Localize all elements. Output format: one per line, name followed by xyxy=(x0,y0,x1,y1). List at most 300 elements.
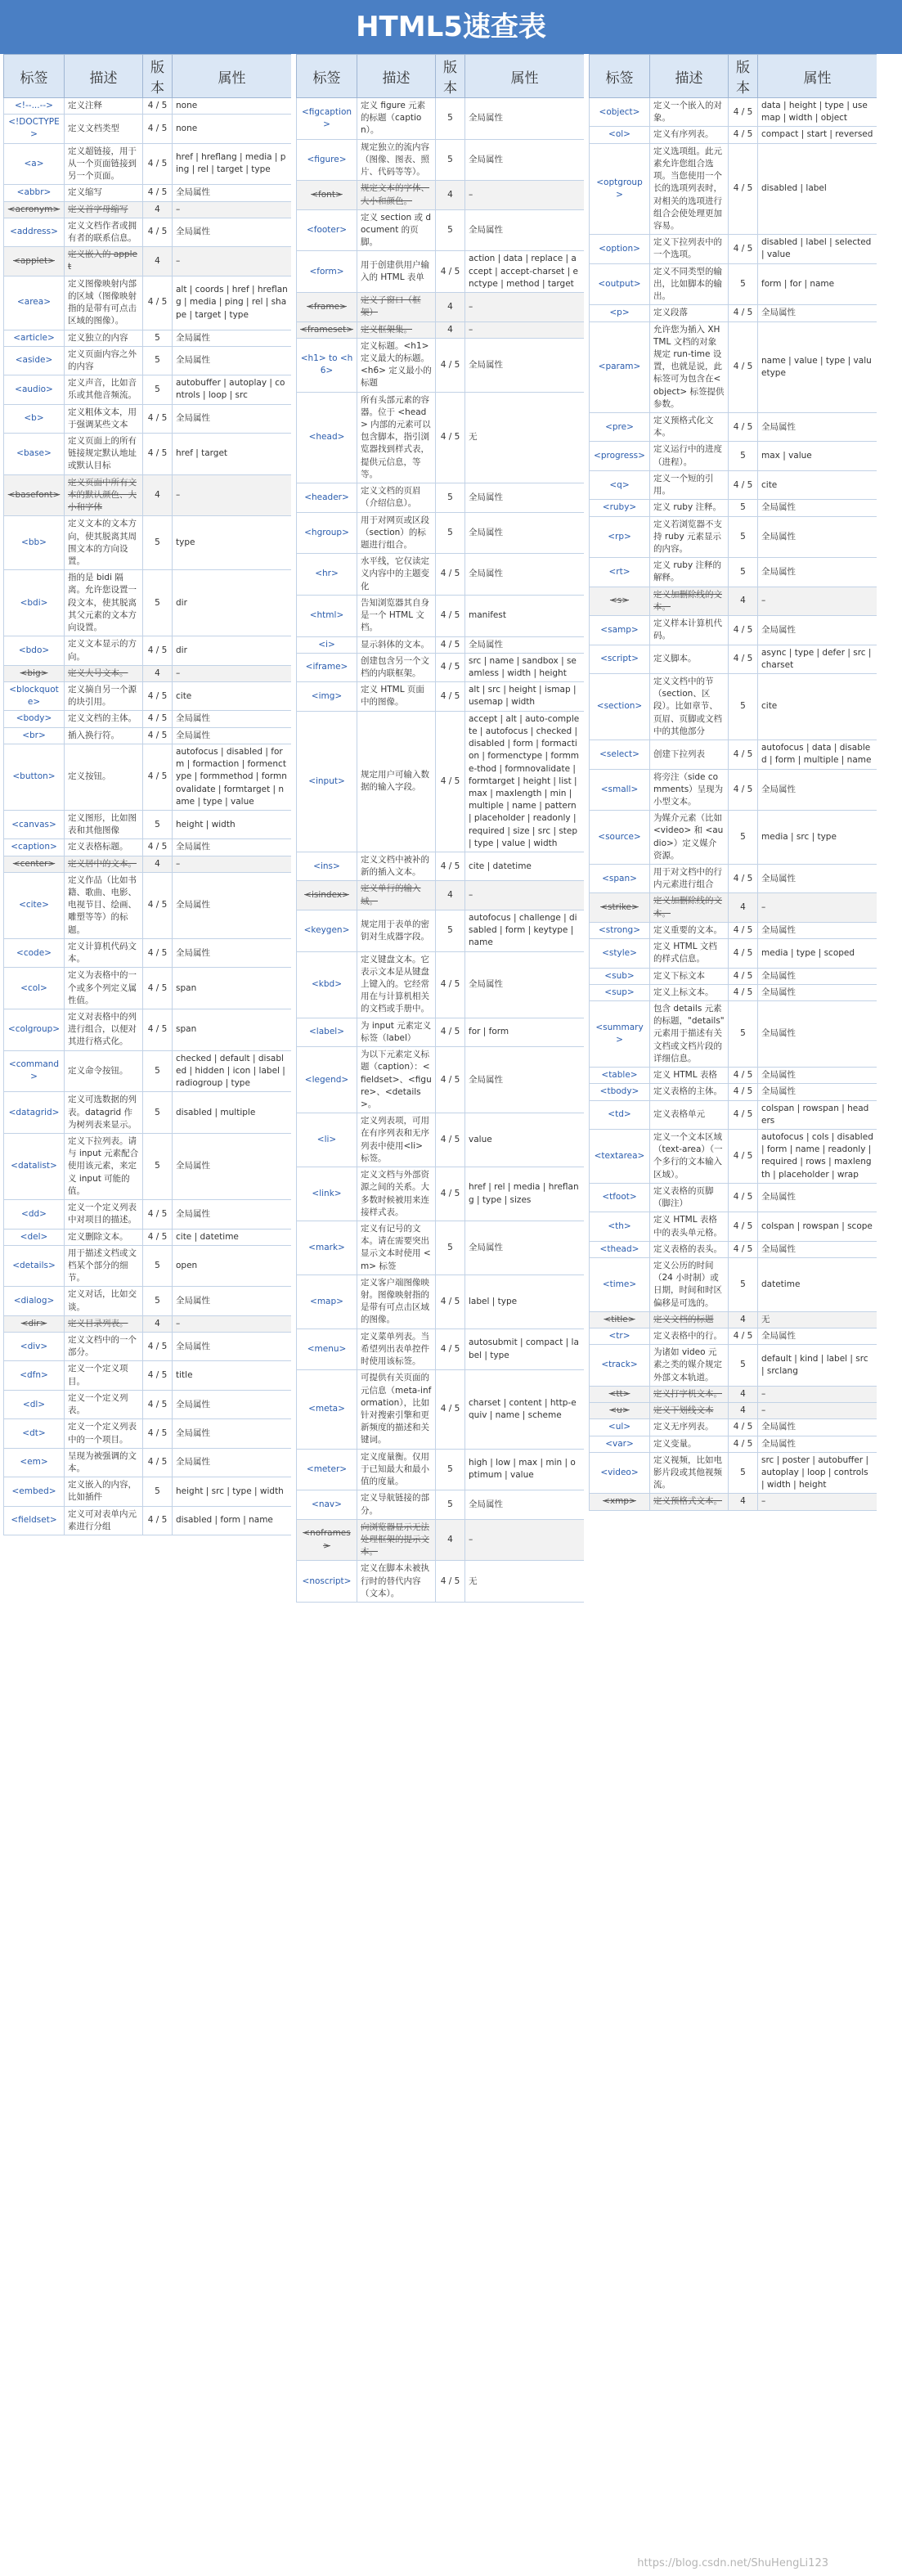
tag-cell: <nav> xyxy=(297,1490,357,1519)
description-cell: 为以下元素定义标题（caption）：<fieldset>、<figure>、<details>。 xyxy=(357,1047,436,1113)
table-row xyxy=(4,968,292,1009)
version-cell: 4 / 5 xyxy=(729,645,758,673)
attributes-cell: media | src | type xyxy=(758,811,877,865)
version-cell: 5 xyxy=(436,1449,465,1490)
attributes-cell: – xyxy=(173,247,292,276)
header-tag: 标签 xyxy=(4,55,65,98)
description-cell: 定义 HTML 文档的样式信息。 xyxy=(650,939,729,968)
attributes-cell: default | kind | label | src | srclang xyxy=(758,1345,877,1387)
header-tag: 标签 xyxy=(297,55,357,98)
attributes-cell: – xyxy=(758,1494,877,1510)
tag-cell: <textarea> xyxy=(590,1129,650,1183)
table-row xyxy=(4,201,292,218)
version-cell: 4 / 5 xyxy=(143,636,173,665)
attributes-cell: – xyxy=(758,1386,877,1402)
description-cell: 定义一个定义列表中的一个项目。 xyxy=(65,1419,143,1448)
version-cell: 4 / 5 xyxy=(436,636,465,653)
table-row xyxy=(4,143,292,185)
tag-cell: <center> xyxy=(4,856,65,872)
table-row xyxy=(4,516,292,570)
version-cell: 4 / 5 xyxy=(729,1068,758,1084)
tag-cell: <del> xyxy=(4,1229,65,1245)
table-row xyxy=(590,1100,877,1129)
attributes-cell: 全局属性 xyxy=(465,1221,585,1275)
table-row xyxy=(297,1490,585,1519)
tag-cell: <em> xyxy=(4,1448,65,1477)
tag-cell: <ruby> xyxy=(590,500,650,516)
table-row xyxy=(297,1047,585,1113)
attributes-cell: label | type xyxy=(465,1275,585,1328)
attributes-cell: src | name | sandbox | seamless | width | height xyxy=(465,653,585,681)
tag-cell: <hgroup> xyxy=(297,512,357,554)
description-cell: 定义打字机文本。 xyxy=(650,1386,729,1402)
description-cell: 用于创建供用户输入的 HTML 表单 xyxy=(357,251,436,293)
description-cell: 定义缩写 xyxy=(65,185,143,201)
description-cell: 允许您为插入 XHTML 文档的对象规定 run-time 设置，也就是说，此标签可为包含在<object> 标签提供参数。 xyxy=(650,321,729,413)
description-cell: 定义脚本。 xyxy=(650,645,729,673)
attributes-cell: span xyxy=(173,1009,292,1051)
attributes-cell: value xyxy=(465,1113,585,1167)
description-cell: 定义一个定义列表中对项目的描述。 xyxy=(65,1200,143,1229)
version-cell: 4 / 5 xyxy=(729,740,758,769)
version-cell: 4 xyxy=(436,321,465,338)
description-cell: 规定用户可输入数据的输入字段。 xyxy=(357,711,436,852)
description-cell: 定义一个定义列表。 xyxy=(65,1390,143,1418)
attributes-cell: autofocus | disabled | form | formaction | formenctype | formmethod | formnovalidate | formtarget | name | type | value xyxy=(173,744,292,810)
version-cell: 5 xyxy=(143,1050,173,1092)
tag-cell: <strong> xyxy=(590,922,650,938)
tag-cell: <noscript> xyxy=(297,1561,357,1603)
table-row xyxy=(4,1287,292,1315)
version-cell: 5 xyxy=(729,516,758,558)
attributes-cell: 全局属性 xyxy=(758,1436,877,1452)
attributes-cell: 全局属性 xyxy=(173,1333,292,1361)
description-cell: 定义超链接，用于从一个页面链接到另一个页面。 xyxy=(65,143,143,185)
version-cell: 4 / 5 xyxy=(436,852,465,881)
version-cell: 4 / 5 xyxy=(143,1361,173,1390)
description-cell: 定义可对表单内元素进行分组 xyxy=(65,1506,143,1535)
page-title: HTML5速查表 xyxy=(0,0,902,54)
attributes-cell: disabled | label xyxy=(758,143,877,235)
attributes-cell: alt | coords | href | hreflang | media | ping | rel | shape | target | type xyxy=(173,276,292,330)
version-cell: 4 / 5 xyxy=(143,839,173,856)
attributes-cell: disabled | multiple xyxy=(173,1092,292,1134)
table-row xyxy=(297,209,585,251)
version-cell: 4 xyxy=(143,201,173,218)
attributes-cell: action | data | replace | accept | accept-charset | enctype | method | target xyxy=(465,251,585,293)
tag-cell: <style> xyxy=(590,939,650,968)
description-cell: 插入换行符。 xyxy=(65,727,143,744)
table-row xyxy=(590,1452,877,1494)
description-cell: 定义一个短的引用。 xyxy=(650,470,729,499)
tag-cell: <article> xyxy=(4,330,65,346)
table-row xyxy=(4,636,292,665)
attributes-cell: 全局属性 xyxy=(173,330,292,346)
attributes-cell: media | type | scoped xyxy=(758,939,877,968)
tag-cell: <canvas> xyxy=(4,810,65,838)
attributes-cell: 全局属性 xyxy=(173,218,292,246)
tag-cell: <applet> xyxy=(4,247,65,276)
tag-cell: <dfn> xyxy=(4,1361,65,1390)
tag-cell: <bdi> xyxy=(4,570,65,636)
tag-cell: <section> xyxy=(590,673,650,740)
attributes-cell: 全局属性 xyxy=(173,839,292,856)
tag-cell: <tfoot> xyxy=(590,1183,650,1212)
table-row xyxy=(4,1245,292,1287)
description-cell: 定义大号文本。 xyxy=(65,665,143,681)
table-row xyxy=(297,483,585,512)
tag-cell: <li> xyxy=(297,1113,357,1167)
description-cell: 用于对网页或区段（section）的标题进行组合。 xyxy=(357,512,436,554)
tag-cell: <optgroup> xyxy=(590,143,650,235)
description-cell: 定义表格中的行。 xyxy=(650,1328,729,1345)
attributes-cell: href | target xyxy=(173,434,292,475)
version-cell: 4 / 5 xyxy=(729,984,758,1000)
version-cell: 4 xyxy=(143,1315,173,1332)
table-row xyxy=(590,922,877,938)
version-cell: 4 / 5 xyxy=(729,922,758,938)
table-row xyxy=(297,881,585,910)
description-cell: 定义视频，比如电影片段或其他视频流。 xyxy=(650,1452,729,1494)
description-cell: 规定文本的字体、大小和颜色。 xyxy=(357,181,436,209)
tag-cell: <rt> xyxy=(590,558,650,587)
description-cell: 定义 HTML 页面中的图像。 xyxy=(357,682,436,711)
tag-cell: <samp> xyxy=(590,616,650,645)
description-cell: 定义变量。 xyxy=(650,1436,729,1452)
attributes-cell: dir xyxy=(173,636,292,665)
tag-cell: <sup> xyxy=(590,984,650,1000)
attributes-cell: 全局属性 xyxy=(758,1068,877,1084)
table-row xyxy=(590,1257,877,1311)
description-cell: 将旁注（side comments）呈现为小型文本。 xyxy=(650,769,729,811)
tag-cell: <datalist> xyxy=(4,1133,65,1199)
tag-cell: <audio> xyxy=(4,375,65,404)
tag-cell: <dir> xyxy=(4,1315,65,1332)
attributes-cell: – xyxy=(173,665,292,681)
version-cell: 4 / 5 xyxy=(729,305,758,321)
version-cell: 4 / 5 xyxy=(143,276,173,330)
tag-cell: <bb> xyxy=(4,516,65,570)
version-cell: 4 / 5 xyxy=(729,1129,758,1183)
attributes-cell: – xyxy=(465,293,585,321)
table-row xyxy=(297,711,585,852)
table-row xyxy=(4,1050,292,1092)
attributes-cell: 全局属性 xyxy=(758,616,877,645)
attributes-cell: type xyxy=(173,516,292,570)
description-cell: 定义导航链接的部分。 xyxy=(357,1490,436,1519)
description-cell: 定义 ruby 注释。 xyxy=(650,500,729,516)
version-cell: 4 / 5 xyxy=(729,470,758,499)
version-cell: 4 / 5 xyxy=(436,1370,465,1449)
tag-cell: <fieldset> xyxy=(4,1506,65,1535)
attributes-cell: – xyxy=(465,1519,585,1561)
table-row xyxy=(297,1221,585,1275)
attributes-cell: height | width xyxy=(173,810,292,838)
table-row xyxy=(590,1419,877,1436)
tag-cell: <thead> xyxy=(590,1241,650,1257)
version-cell: 5 xyxy=(143,375,173,404)
tag-cell: <output> xyxy=(590,263,650,305)
table-row xyxy=(297,1370,585,1449)
version-cell: 4 / 5 xyxy=(143,218,173,246)
description-cell: 定义一个嵌入的对象。 xyxy=(650,98,729,127)
table-row xyxy=(590,769,877,811)
description-cell: 定义框架集。 xyxy=(357,321,436,338)
tag-cell: <font> xyxy=(297,181,357,209)
attributes-cell: 全局属性 xyxy=(758,1183,877,1212)
version-cell: 4 / 5 xyxy=(436,1561,465,1603)
table-row xyxy=(297,1449,585,1490)
table-row xyxy=(297,951,585,1018)
tag-cell: <dialog> xyxy=(4,1287,65,1315)
watermark: https://blog.csdn.net/ShuHengLi123 xyxy=(637,2557,828,2569)
attributes-cell: accept | alt | auto-complete | autofocus | checked | disabled | form | formaction | formenctype | formme-thod | formnovalidate | formtarget | height | list | max | maxlength | min | multiple | name | pattern | placeholder | readonly | required | size | src | step | type | value | width xyxy=(465,711,585,852)
table-row xyxy=(590,1328,877,1345)
table-row xyxy=(297,595,585,636)
tag-cell: <video> xyxy=(590,1452,650,1494)
version-cell: 4 / 5 xyxy=(143,1009,173,1051)
tag-cell: <cite> xyxy=(4,872,65,938)
attributes-cell: 全局属性 xyxy=(465,512,585,554)
tag-cell: <option> xyxy=(590,235,650,263)
attributes-cell: 全局属性 xyxy=(465,483,585,512)
table-row xyxy=(590,127,877,143)
tag-cell: <button> xyxy=(4,744,65,810)
version-cell: 4 / 5 xyxy=(436,1275,465,1328)
tag-cell: <acronym> xyxy=(4,201,65,218)
table-row xyxy=(590,865,877,893)
version-cell: 5 xyxy=(729,673,758,740)
tag-cell: <isindex> xyxy=(297,881,357,910)
tag-cell: <progress> xyxy=(590,442,650,470)
table-row xyxy=(590,143,877,235)
table-row xyxy=(590,616,877,645)
version-cell: 4 / 5 xyxy=(436,951,465,1018)
table-row xyxy=(297,338,585,392)
description-cell: 定义文档类型 xyxy=(65,115,143,143)
tag-table xyxy=(296,54,584,1603)
attributes-cell: data | height | type | usemap | width | object xyxy=(758,98,877,127)
tag-cell: <meta> xyxy=(297,1370,357,1449)
table-row xyxy=(4,711,292,727)
table-row xyxy=(590,1212,877,1241)
attributes-cell: 全局属性 xyxy=(758,922,877,938)
table-row xyxy=(297,1018,585,1046)
tag-cell: <tbody> xyxy=(590,1084,650,1100)
version-cell: 4 / 5 xyxy=(436,682,465,711)
tag-cell: <footer> xyxy=(297,209,357,251)
tag-cell: <script> xyxy=(590,645,650,673)
attributes-cell: height | src | type | width xyxy=(173,1477,292,1506)
description-cell: 定义文档中被补的新的插入文本。 xyxy=(357,852,436,881)
table-row xyxy=(4,1506,292,1535)
description-cell: 定义为表格中的一个或多个列定义属性值。 xyxy=(65,968,143,1009)
description-cell: 定义粗体文本，用于强调某些文本 xyxy=(65,404,143,433)
tag-cell: <tr> xyxy=(590,1328,650,1345)
tag-cell: <frame> xyxy=(297,293,357,321)
description-cell: 定义文档中的一个部分。 xyxy=(65,1333,143,1361)
table-row xyxy=(297,139,585,181)
attributes-cell: – xyxy=(173,856,292,872)
version-cell: 4 / 5 xyxy=(143,1333,173,1361)
table-row xyxy=(590,263,877,305)
header-description: 描述 xyxy=(65,55,143,98)
attributes-cell: none xyxy=(173,115,292,143)
table-header-row xyxy=(297,55,585,98)
attributes-cell: cite xyxy=(173,681,292,710)
version-cell: 5 xyxy=(143,516,173,570)
version-cell: 4 / 5 xyxy=(143,143,173,185)
description-cell: 定义度量衡。仅用于已知最大和最小值的度量。 xyxy=(357,1449,436,1490)
table-row xyxy=(4,727,292,744)
attributes-cell: 全局属性 xyxy=(465,1490,585,1519)
version-cell: 5 xyxy=(436,98,465,140)
tag-table xyxy=(589,54,877,1511)
description-cell: 定义计算机代码文本。 xyxy=(65,938,143,967)
version-cell: 4 xyxy=(729,1403,758,1419)
attributes-cell: 全局属性 xyxy=(173,1448,292,1477)
attributes-cell: 全局属性 xyxy=(758,769,877,811)
description-cell: 定义对表格中的列进行组合，以便对其进行格式化。 xyxy=(65,1009,143,1051)
attributes-cell: 全局属性 xyxy=(465,338,585,392)
table-row xyxy=(297,852,585,881)
table-row xyxy=(590,516,877,558)
attributes-cell: 全局属性 xyxy=(758,500,877,516)
description-cell: 定义菜单列表。当希望列出表单控件时使用该标签。 xyxy=(357,1328,436,1370)
description-cell: 定义加删除线的文本。 xyxy=(650,587,729,615)
description-cell: 可提供有关页面的元信息（meta-information），比如针对搜索引擎和更新频度的描述和关键词。 xyxy=(357,1370,436,1449)
table-row xyxy=(590,235,877,263)
description-cell: 定义文本的文本方向，使其脱离其周围文本的方向设置。 xyxy=(65,516,143,570)
description-cell: 呈现为被强调的文本。 xyxy=(65,1448,143,1477)
tag-cell: <meter> xyxy=(297,1449,357,1490)
attributes-cell: span xyxy=(173,968,292,1009)
version-cell: 4 / 5 xyxy=(143,727,173,744)
description-cell: 定义嵌入的内容，比如插件 xyxy=(65,1477,143,1506)
tag-cell: <span> xyxy=(590,865,650,893)
version-cell: 5 xyxy=(436,512,465,554)
tag-cell: <!--...--> xyxy=(4,98,65,115)
header-attributes: 属性 xyxy=(173,55,292,98)
tag-cell: <a> xyxy=(4,143,65,185)
attributes-cell: disabled | form | name xyxy=(173,1506,292,1535)
description-cell: 定义在脚本未被执行时的替代内容（文本）。 xyxy=(357,1561,436,1603)
version-cell: 5 xyxy=(436,139,465,181)
tag-cell: <dl> xyxy=(4,1390,65,1418)
header-version: 版本 xyxy=(143,55,173,98)
tag-cell: <ins> xyxy=(297,852,357,881)
description-cell: 水平线，它仅读定义内容中的主题变化 xyxy=(357,554,436,596)
description-cell: 定义有记号的文本。请在需要突出显示文本时使用 <m> 标签 xyxy=(357,1221,436,1275)
version-cell: 4 / 5 xyxy=(436,595,465,636)
description-cell: 用于对文档中的行内元素进行组合 xyxy=(650,865,729,893)
description-cell: 创建下拉列表 xyxy=(650,740,729,769)
version-cell: 4 / 5 xyxy=(143,434,173,475)
attributes-cell: 全局属性 xyxy=(465,139,585,181)
tag-cell: <abbr> xyxy=(4,185,65,201)
description-cell: 定义键盘文本。它表示文本是从键盘上键入的。它经常用在与计算机相关的文档或手册中。 xyxy=(357,951,436,1018)
tag-cell: <colgroup> xyxy=(4,1009,65,1051)
attributes-cell: form | for | name xyxy=(758,263,877,305)
description-cell: 定义重要的文本。 xyxy=(650,922,729,938)
version-cell: 4 / 5 xyxy=(143,1448,173,1477)
header-description: 描述 xyxy=(650,55,729,98)
description-cell: 定义公历的时间（24 小时制）或日期，时间和时区偏移是可选的。 xyxy=(650,1257,729,1311)
table-row xyxy=(4,474,292,516)
version-cell: 4 / 5 xyxy=(436,1328,465,1370)
description-cell: 规定用于表单的密钥对生成器字段。 xyxy=(357,910,436,951)
version-cell: 4 / 5 xyxy=(436,1167,465,1221)
table-row xyxy=(297,910,585,951)
table-row xyxy=(4,98,292,115)
attributes-cell: cite xyxy=(758,470,877,499)
tag-cell: <q> xyxy=(590,470,650,499)
description-cell: 定义下拉列表。请与 input 元素配合使用该元素，来定义 input 可能的值。 xyxy=(65,1133,143,1199)
table-row xyxy=(297,98,585,140)
attributes-cell: 全局属性 xyxy=(173,711,292,727)
table-row xyxy=(590,1129,877,1183)
description-cell: 定义标题。<h1> 定义最大的标题。<h6> 定义最小的标题 xyxy=(357,338,436,392)
version-cell: 5 xyxy=(729,1001,758,1068)
tag-cell: <param> xyxy=(590,321,650,413)
description-cell: 定义样本计算机代码。 xyxy=(650,616,729,645)
table-row xyxy=(4,185,292,201)
version-cell: 4 / 5 xyxy=(729,1084,758,1100)
version-cell: 4 / 5 xyxy=(729,865,758,893)
tag-cell: <menu> xyxy=(297,1328,357,1370)
version-cell: 4 / 5 xyxy=(143,404,173,433)
table-row xyxy=(297,1561,585,1603)
description-cell: 定义子窗口（框架） xyxy=(357,293,436,321)
attributes-cell: – xyxy=(173,1315,292,1332)
table-row xyxy=(590,1068,877,1084)
attributes-cell: 全局属性 xyxy=(173,938,292,967)
table-row xyxy=(4,1361,292,1390)
table-row xyxy=(297,293,585,321)
description-cell: 规定独立的流内容（图像、图表、照片、代码等等）。 xyxy=(357,139,436,181)
attributes-cell: manifest xyxy=(465,595,585,636)
tag-cell: <keygen> xyxy=(297,910,357,951)
attributes-cell: colspan | rowspan | scope xyxy=(758,1212,877,1241)
table-row xyxy=(4,218,292,246)
tag-cell: <details> xyxy=(4,1245,65,1287)
version-cell: 4 / 5 xyxy=(729,98,758,127)
table-row xyxy=(4,1200,292,1229)
version-cell: 4 xyxy=(436,293,465,321)
description-cell: 定义页面中所有文本的默认颜色、大小和字体 xyxy=(65,474,143,516)
attributes-cell: cite | datetime xyxy=(173,1229,292,1245)
table-row xyxy=(590,893,877,922)
table-row xyxy=(590,413,877,442)
attributes-cell: autobuffer | autoplay | controls | loop | src xyxy=(173,375,292,404)
tag-cell: <title> xyxy=(590,1311,650,1328)
version-cell: 4 xyxy=(729,1494,758,1510)
attributes-cell: disabled | label | selected | value xyxy=(758,235,877,263)
attributes-cell: – xyxy=(173,474,292,516)
version-cell: 4 / 5 xyxy=(436,1047,465,1113)
version-cell: 5 xyxy=(436,209,465,251)
tag-cell: <input> xyxy=(297,711,357,852)
description-cell: 定义命令按钮。 xyxy=(65,1050,143,1092)
version-cell: 4 / 5 xyxy=(729,968,758,984)
table-row xyxy=(590,500,877,516)
attributes-cell: – xyxy=(465,181,585,209)
tag-cell: <i> xyxy=(297,636,357,653)
table-row xyxy=(297,321,585,338)
description-cell: 定义 section 或 document 的页脚。 xyxy=(357,209,436,251)
table-row xyxy=(590,1436,877,1452)
tag-cell: <dd> xyxy=(4,1200,65,1229)
